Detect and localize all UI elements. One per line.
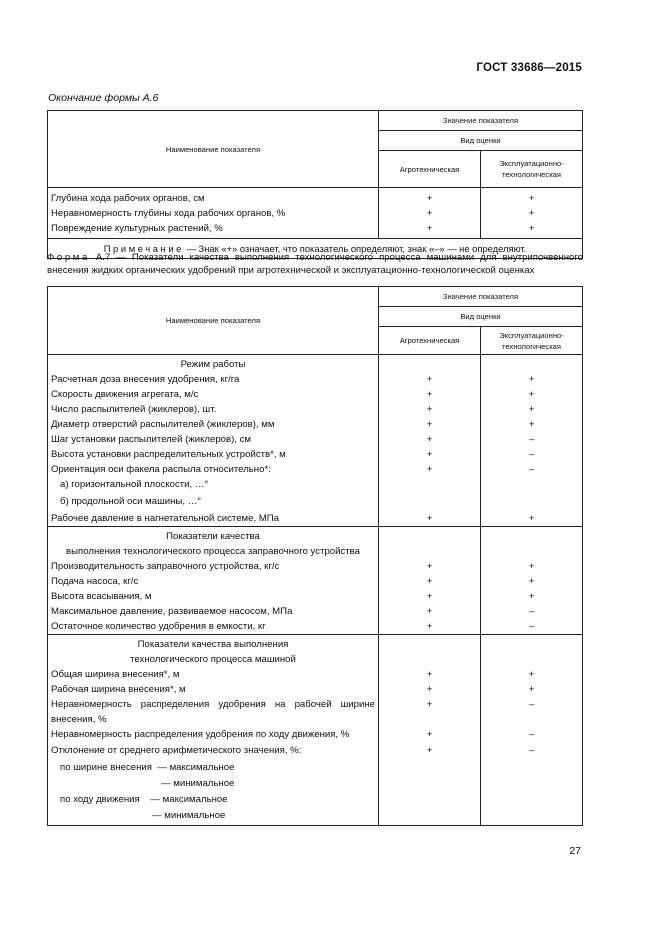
col-expl-header: Эксплуатационно- технологическая [481, 327, 583, 355]
col-agro-header: Агротехническая [379, 151, 481, 188]
table-row: Неравномерность распределения удобрения на рабочей ширине внесения, % + – [48, 697, 583, 727]
table-row: — минимальное [48, 776, 583, 792]
form-a6-continuation-caption: Окончание формы А.6 [48, 92, 159, 104]
table-row: Рабочее давление в нагнетательной системе, МПа + + [48, 511, 583, 527]
table-row: по ширине внесения — максимальное [48, 760, 583, 776]
table-row: Рабочая ширина внесения*, м + + [48, 682, 583, 697]
table-row: Глубина хода рабочих органов, см + + [48, 188, 583, 207]
table-row: Отклонение от среднего арифметического значения, %: + – [48, 743, 583, 760]
table-row: Подача насоса, кг/с + + [48, 574, 583, 589]
col-name-header: Наименование показателя [48, 111, 379, 188]
table-row: Производительность заправочного устройства, кг/с + + [48, 559, 583, 574]
table-row: Неравномерность распределения удобрения по ходу движения, % + – [48, 727, 583, 743]
form-a6-table [47, 110, 583, 259]
col-value-header: Значение показателя [379, 111, 583, 131]
col-kind-header: Вид оценки [379, 131, 583, 151]
col-value-header: Значение показателя [379, 287, 583, 307]
note-label: Примечание [103, 243, 184, 254]
col-name-header: Наименование показателя [48, 287, 379, 355]
section-title-machine-process: Показатели качества выполнения технологического процесса машиной [48, 635, 583, 668]
col-expl-header: Эксплуатационно- технологическая [481, 151, 583, 188]
table-row: Максимальное давление, развиваемое насосом, МПа + – [48, 604, 583, 619]
section-title-refill-device: Показатели качества выполнения технологического процесса заправочного устройства [48, 527, 583, 560]
table-row: Диаметр отверстий распылителей (жиклеров), мм + + [48, 417, 583, 432]
col-kind-header: Вид оценки [379, 307, 583, 327]
standard-number: ГОСТ 33686—2015 [476, 62, 582, 74]
col-agro-header: Агротехническая [379, 327, 481, 355]
section-title-operating-mode: Режим работы [48, 355, 583, 373]
table-row: Расчетная доза внесения удобрения, кг/га + + [48, 372, 583, 387]
page-number: 27 [569, 845, 581, 857]
table-row: Высота всасывания, м + + [48, 589, 583, 604]
table-row: Шаг установки распылителей (жиклеров), см + – [48, 432, 583, 447]
table-row: Высота установки распределительных устройств*, м + – [48, 447, 583, 462]
table-row: Остаточное количество удобрения в емкости, кг + – [48, 619, 583, 635]
form-a7-table [47, 286, 583, 826]
table-row: Повреждение культурных растений, % + + [48, 221, 583, 239]
table-row: по ходу движения — максимальное [48, 792, 583, 808]
table-row: Ориентация оси факела распыла относительно*: + – [48, 462, 583, 477]
table-row: б) продольной оси машины, …° [48, 494, 583, 511]
table-row: Число распылителей (жиклеров), шт. + + [48, 402, 583, 417]
note-text: — Знак «+» означает, что показатель определяют, знак «–» — не определяют. [186, 243, 527, 254]
table-row: а) горизонтальной плоскости, …° [48, 477, 583, 494]
table-row: Скорость движения агрегата, м/с + + [48, 387, 583, 402]
table-row: Неравномерность глубины хода рабочих органов, % + + [48, 206, 583, 221]
form-a7-caption: Форма А.7 — Показатели качества выполнения технологического процесса машинами для внутрипочвенного внесения жидких органических удобрений при агротехнической и эксплуатационно-технологической оценках [47, 252, 583, 276]
table-row: Общая ширина внесения*, м + + [48, 667, 583, 682]
table-row: — минимальное [48, 808, 583, 826]
